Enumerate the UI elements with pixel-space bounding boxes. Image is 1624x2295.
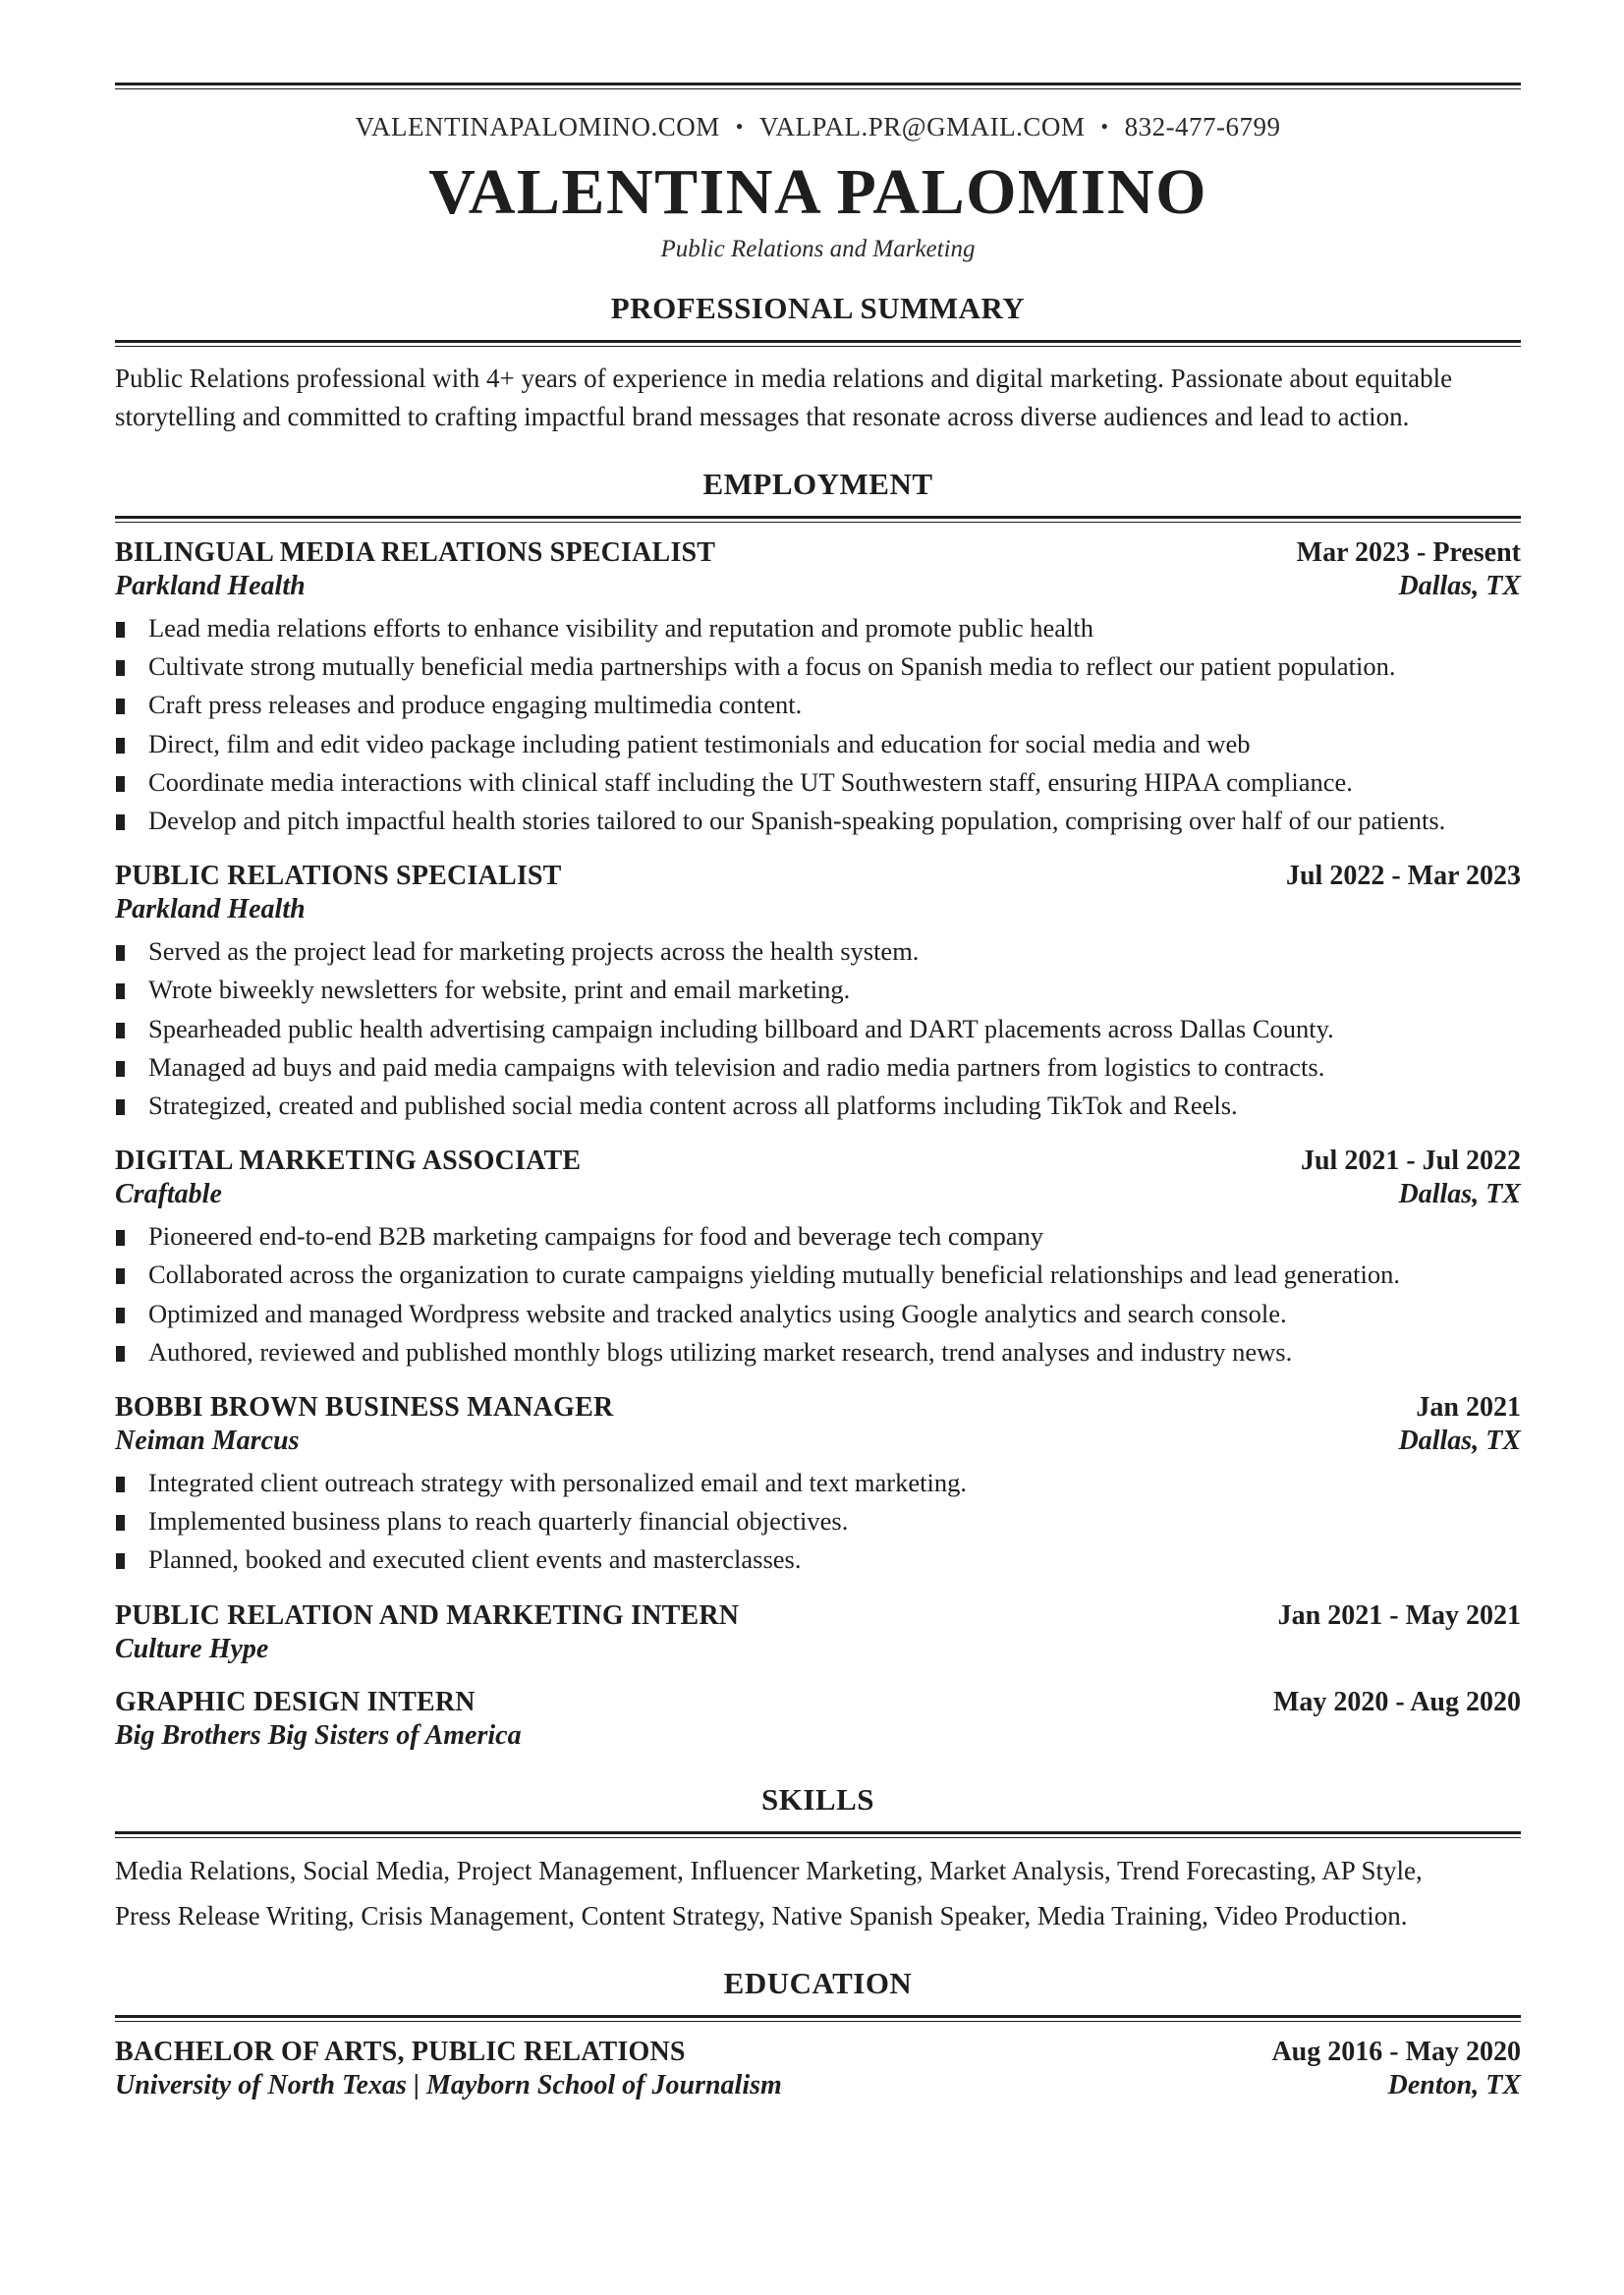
- job-bullet: [115, 647, 1521, 686]
- summary-line: storytelling and committed to crafting impactful brand messages that resonate across diverse audiences and lead to action.: [115, 402, 1410, 431]
- square-bullet-icon: [116, 776, 125, 792]
- job-entry: [115, 1145, 1521, 1371]
- top-rule: [115, 83, 1521, 89]
- job-dates: Jul 2021 - Jul 2022: [1300, 1146, 1521, 1177]
- job-title: PUBLIC RELATION AND MARKETING INTERN: [115, 1599, 740, 1631]
- job-bullet: [115, 1010, 1521, 1048]
- square-bullet-icon: [116, 699, 125, 714]
- square-bullet-icon: [116, 1477, 125, 1492]
- section-rule: [115, 2015, 1521, 2022]
- education-dates: Aug 2016 - May 2020: [1271, 2036, 1521, 2067]
- job-bullet: [115, 1464, 1521, 1502]
- phone-number: 832-477-6799: [1124, 112, 1281, 141]
- job-location: Dallas, TX: [1398, 1426, 1521, 1457]
- bullet-text: Integrated client outreach strategy with personalized email and text marketing.: [148, 1468, 967, 1498]
- section-title-summary: PROFESSIONAL SUMMARY: [610, 291, 1026, 325]
- job-entry: [115, 860, 1521, 1125]
- section-rule: [115, 516, 1521, 523]
- job-header-row: [115, 536, 1521, 570]
- job-bullet-list: [115, 609, 1521, 840]
- education-school-row: [115, 2069, 1521, 2102]
- bullet-text: Planned, booked and executed client events and masterclasses.: [148, 1544, 802, 1575]
- square-bullet-icon: [116, 1061, 125, 1077]
- job-bullet: [115, 1256, 1521, 1294]
- job-bullet-list: [115, 932, 1521, 1125]
- job-bullet: [115, 1048, 1521, 1087]
- bullet-text: Implemented business plans to reach quarterly financial objectives.: [148, 1506, 849, 1537]
- job-title: GRAPHIC DESIGN INTERN: [115, 1686, 476, 1717]
- square-bullet-icon: [116, 622, 125, 638]
- job-bullet-list: [115, 1217, 1521, 1371]
- job-dates: Jul 2022 - Mar 2023: [1285, 861, 1521, 892]
- job-header-row: [115, 1145, 1521, 1178]
- company-name: Parkland Health: [115, 571, 306, 601]
- job-bullet: [115, 1087, 1521, 1125]
- resume-content: [115, 83, 1521, 2102]
- job-bullet: [115, 1295, 1521, 1333]
- company-name: Craftable: [115, 1179, 222, 1210]
- section-rule: [115, 340, 1521, 347]
- job-bullet: [115, 971, 1521, 1009]
- bullet-text: Pioneered end-to-end B2B marketing campaigns for food and beverage tech company: [148, 1221, 1043, 1252]
- skills-text: [115, 1848, 1521, 1938]
- square-bullet-icon: [116, 1346, 125, 1362]
- section-rule: [115, 1831, 1521, 1838]
- company-name: Neiman Marcus: [115, 1426, 300, 1457]
- company-name: Parkland Health: [115, 894, 306, 925]
- section-title-employment: EMPLOYMENT: [702, 467, 933, 501]
- bullet-text: Direct, film and edit video package including patient testimonials and education for social media and web: [148, 728, 1251, 758]
- education-header-row: [115, 2036, 1521, 2069]
- job-title: BILINGUAL MEDIA RELATIONS SPECIALIST: [115, 537, 716, 568]
- job-header-row: [115, 860, 1521, 893]
- separator-dot: •: [735, 114, 744, 139]
- job-bullet: [115, 609, 1521, 647]
- bullet-text: Craft press releases and produce engaging multimedia content.: [148, 690, 803, 720]
- skills-section: [115, 1782, 1521, 1938]
- contact-line: [115, 111, 1521, 142]
- job-entry: [115, 1391, 1521, 1580]
- job-company-row: [115, 893, 1521, 926]
- square-bullet-icon: [116, 1268, 125, 1284]
- education-section: [115, 1966, 1521, 2102]
- job-company-row: [115, 570, 1521, 603]
- job-company-row: [115, 1178, 1521, 1211]
- job-bullet: [115, 763, 1521, 802]
- job-header-row: [115, 1686, 1521, 1719]
- job-entry: [115, 1599, 1521, 1666]
- job-company-row: [115, 1719, 1521, 1753]
- summary-text: [115, 360, 1521, 436]
- job-dates: Jan 2021: [1416, 1392, 1521, 1424]
- job-entry: [115, 1686, 1521, 1753]
- skills-line: Press Release Writing, Crisis Management, Content Strategy, Native Spanish Speaker, Media Training, Video Production.: [115, 1900, 1408, 1931]
- bullet-text: Coordinate media interactions with clinical staff including the UT Southwestern staff, ensuring HIPAA compliance.: [148, 766, 1353, 797]
- summary-section: [115, 291, 1521, 436]
- job-dates: May 2020 - Aug 2020: [1273, 1686, 1521, 1717]
- education-location: Denton, TX: [1387, 2069, 1521, 2100]
- bullet-text: Lead media relations efforts to enhance visibility and reputation and promote public health: [148, 613, 1094, 643]
- website-link[interactable]: VALENTINAPALOMINO.COM: [355, 112, 720, 141]
- bullet-text: Managed ad buys and paid media campaigns with television and radio media partners from logistics to contracts.: [148, 1051, 1325, 1082]
- company-name: Culture Hype: [115, 1633, 269, 1664]
- separator-dot: •: [1100, 114, 1109, 139]
- job-title: DIGITAL MARKETING ASSOCIATE: [115, 1146, 582, 1177]
- job-dates: Jan 2021 - May 2021: [1277, 1599, 1521, 1631]
- summary-line: Public Relations professional with 4+ years of experience in media relations and digital marketing. Passionate about equitable: [115, 364, 1453, 393]
- square-bullet-icon: [116, 814, 125, 830]
- job-header-row: [115, 1599, 1521, 1633]
- company-name: Big Brothers Big Sisters of America: [115, 1719, 522, 1751]
- section-title-skills: SKILLS: [760, 1781, 874, 1817]
- square-bullet-icon: [116, 1515, 125, 1531]
- square-bullet-icon: [116, 1099, 125, 1115]
- degree-title: BACHELOR OF ARTS, PUBLIC RELATIONS: [115, 2036, 686, 2067]
- bullet-text: Develop and pitch impactful health stories tailored to our Spanish-speaking population, comprising over half of our patients.: [148, 806, 1446, 836]
- job-list: [115, 536, 1521, 1753]
- square-bullet-icon: [116, 1308, 125, 1323]
- skills-line: Media Relations, Social Media, Project Management, Influencer Marketing, Market Analysis, Trend Forecasting, AP Style,: [115, 1855, 1423, 1885]
- job-bullet: [115, 1540, 1521, 1579]
- bullet-text: Served as the project lead for marketing projects across the health system.: [148, 936, 920, 967]
- job-bullet: [115, 725, 1521, 763]
- bullet-text: Wrote biweekly newsletters for website, print and email marketing.: [148, 975, 851, 1005]
- job-bullet: [115, 686, 1521, 724]
- job-entry: [115, 536, 1521, 840]
- candidate-tagline: Public Relations and Marketing: [660, 236, 976, 262]
- square-bullet-icon: [116, 1553, 125, 1569]
- square-bullet-icon: [116, 738, 125, 754]
- job-bullet: [115, 1217, 1521, 1256]
- employment-section: [115, 467, 1521, 1753]
- job-header-row: [115, 1391, 1521, 1425]
- job-location: Dallas, TX: [1398, 1179, 1521, 1210]
- email-link[interactable]: VALPAL.PR@GMAIL.COM: [758, 112, 1086, 141]
- candidate-name: VALENTINA PALOMINO: [428, 156, 1207, 228]
- bullet-text: Authored, reviewed and published monthly blogs utilizing market research, trend analyses and industry news.: [148, 1336, 1293, 1367]
- job-bullet-list: [115, 1464, 1521, 1580]
- square-bullet-icon: [116, 945, 125, 961]
- bullet-text: Cultivate strong mutually beneficial media partnerships with a focus on Spanish media to reflect our patient population.: [148, 651, 1396, 682]
- bullet-text: Spearheaded public health advertising campaign including billboard and DART placements across Dallas County.: [148, 1013, 1334, 1043]
- square-bullet-icon: [116, 983, 125, 999]
- section-title-education: EDUCATION: [723, 1965, 913, 2000]
- square-bullet-icon: [116, 660, 125, 676]
- square-bullet-icon: [116, 1023, 125, 1038]
- bullet-text: Strategized, created and published social media content across all platforms including TikTok and Reels.: [148, 1091, 1238, 1121]
- job-title: PUBLIC RELATIONS SPECIALIST: [115, 861, 562, 892]
- square-bullet-icon: [116, 1230, 125, 1246]
- job-title: BOBBI BROWN BUSINESS MANAGER: [115, 1392, 614, 1424]
- job-dates: Mar 2023 - Present: [1296, 537, 1521, 568]
- job-bullet: [115, 1333, 1521, 1371]
- bullet-text: Collaborated across the organization to curate campaigns yielding mutually beneficial relationships and lead generation.: [148, 1259, 1401, 1290]
- job-bullet: [115, 802, 1521, 840]
- job-company-row: [115, 1633, 1521, 1666]
- job-location: Dallas, TX: [1398, 571, 1521, 601]
- job-company-row: [115, 1425, 1521, 1458]
- bullet-text: Optimized and managed Wordpress website and tracked analytics using Google analytics and search console.: [148, 1298, 1287, 1328]
- education-entry: [115, 2036, 1521, 2102]
- job-bullet: [115, 1502, 1521, 1540]
- school-name: University of North Texas | Mayborn School of Journalism: [115, 2069, 782, 2100]
- job-bullet: [115, 932, 1521, 971]
